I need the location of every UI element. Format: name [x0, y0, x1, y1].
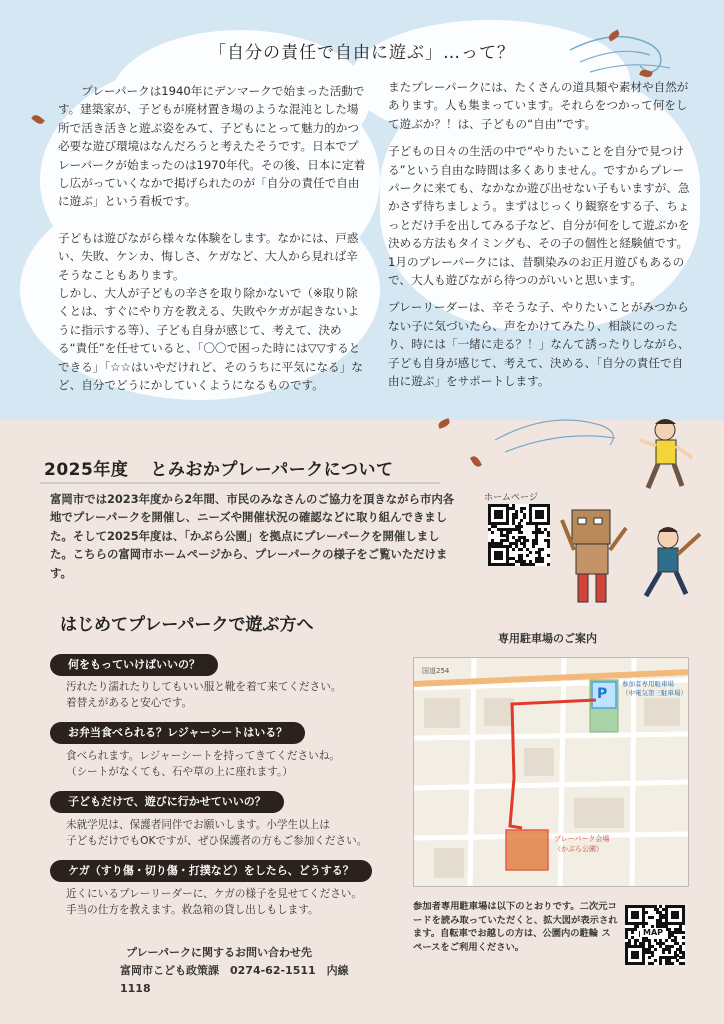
homepage-qr-label: ホームページ [484, 493, 538, 503]
contact-heading: プレーパークに関するお問い合わせ先 [126, 946, 313, 959]
qr-module [520, 525, 523, 528]
faq-answer-line: 着替えがあると安心です。 [66, 696, 193, 709]
qr-module [541, 560, 544, 563]
section1-left-column [58, 82, 366, 395]
paragraph: プレーパークは1940年にデンマークで始まった活動です。建築家が、子どもが廃材置き場のような混沌とした場所で活き活きと遊ぶ姿をみて、子どもにとって魅力的かつ必要な遊び環境はなんだろうと考えたそうです。日本でプレーパークが始まったのは1970年代。その後、日本に定着し広がっていくなかで掲げられたのが「自分の責任で自由に遊ぶ」という看板です。 [58, 84, 366, 209]
map-venue-label-text: プレーパーク会場 [554, 835, 610, 843]
spacer [58, 211, 366, 229]
map-lot-label-text: 参加者専用駐車場 [622, 680, 674, 688]
qr-module [520, 519, 523, 522]
qr-module [500, 516, 503, 519]
faq-answer [66, 749, 340, 780]
map-lot-label-sub: （中電気第三駐車場） [622, 689, 687, 697]
qr-module [654, 959, 657, 962]
faq-answer-line: 未就学児は、保護者同伴でお願いします。小学生以上は [66, 819, 330, 831]
qr-module [659, 962, 662, 965]
qr-module [532, 545, 535, 548]
qr-module [500, 557, 503, 560]
leaf-icon [470, 455, 482, 469]
qr-module [636, 916, 639, 919]
qr-module [631, 931, 634, 934]
qr-module [654, 948, 657, 951]
qr-module [515, 516, 518, 519]
divider [40, 482, 440, 484]
qr-module [506, 522, 509, 525]
qr-module [523, 507, 526, 510]
qr-module [671, 945, 674, 948]
paragraph: またプレーパークには、たくさんの道具類や素材や自然があります。人も集まっています。それらをつかって何をして遊ぶか？！は、子どもの“自由”です。 [388, 80, 689, 131]
faq-answer [66, 818, 367, 849]
qr-module [535, 542, 538, 545]
qr-module [668, 951, 671, 954]
qr-module [547, 534, 550, 537]
qr-module [682, 962, 685, 965]
qr-module [547, 522, 550, 525]
qr-module [682, 931, 685, 934]
qr-module [682, 922, 685, 925]
qr-module [547, 554, 550, 557]
qr-module [651, 916, 654, 919]
qr-module [541, 531, 544, 534]
section2-heading [44, 455, 393, 480]
qr-module [651, 954, 654, 957]
faq-answer-line: 汚れたり濡れたりしてもいい服と靴を着て来てください。 [66, 681, 342, 693]
qr-module [547, 545, 550, 548]
section1-right-column [388, 78, 690, 391]
qr-module [529, 551, 532, 554]
faq-answer [66, 887, 362, 918]
paragraph: プレーリーダーは、辛そうな子、やりたいことがみつからない子に気づいたら、声をかけてみたり、相談にのったり、時には「一緒に走る？！」なんて誘ったりしながら、子ども自身が感じて、考えて、決める、「自分の責任で自由に遊ぶ」をサポートします。 [388, 300, 690, 389]
faq-question: 子どもだけで、遊びに行かせていいの？ [50, 791, 284, 813]
contact-line: 富岡市こども政策課 0274-62-1511 内線1118 [120, 964, 349, 995]
qr-module [636, 925, 639, 928]
faq-answer-line: 子どもだけでもOKですが、ぜひ保護者の方もご参加ください。 [66, 834, 368, 847]
section2-intro: 富岡市では2023年度から2年間、市民のみなさんのご協力を頂きながら市内各地でプレーパークを開催し、ニーズや開催状況の確認などに取り組んできました。そして2025年度は、「かぶら公園」を拠点にプレーパークを開催しました。こちらの富岡市ホームページから、プレーパークの様子をご覧いただけます。 [50, 492, 455, 580]
qr-module [682, 956, 685, 959]
faq-question: 何をもっていけばいいの？ [50, 654, 218, 676]
parking-title: 専用駐車場のご案内 [498, 632, 597, 645]
paragraph: しかし、大人が子どもの辛さを取り除かないで（※取り除くとは、すぐにやり方を教える、失敗やケガが起きないように指示する等）、子ども自身が感じて、考えて、決める“責任”を任せていると、「〇〇で困った時には▽▽するとできる」「☆☆はいやだけれど、そのうちに平気になる」など、自分でどうにかしていくようになるものです。 [58, 286, 363, 393]
qr-module [682, 936, 685, 939]
qr-module [648, 956, 651, 959]
qr-module [509, 531, 512, 534]
qr-module [671, 962, 674, 965]
section-title-responsibility: 「自分の責任で自由に遊ぶ」…って？ [209, 43, 515, 63]
section3-title: はじめてプレーパークで遊ぶ方へ [60, 615, 314, 635]
qr-module [636, 956, 639, 959]
qr-module [642, 962, 645, 965]
faq-answer-line: （シートがなくても、石や草の上に座れます。） [66, 765, 293, 778]
qr-module [526, 539, 529, 542]
qr-module [634, 928, 637, 931]
faq-question: お弁当食べられる？レジャーシートはいる？ [50, 722, 305, 744]
map-road-label: 国道254 [422, 667, 450, 675]
qr-module [665, 939, 668, 942]
qr-module [523, 516, 526, 519]
qr-module [662, 951, 665, 954]
qr-module [682, 942, 685, 945]
faq-question: ケガ（すり傷・切り傷・打撲など）をしたら、どうする？ [50, 860, 372, 882]
section2-year: 2025年度 [44, 460, 129, 480]
section2-title: とみおかプレーパークについて [150, 460, 394, 480]
qr-module [520, 548, 523, 551]
faq-answer-line: 食べられます。レジャーシートを持ってきてくださいね。 [66, 750, 340, 762]
faq-answer [66, 680, 341, 711]
map-venue-label [554, 834, 609, 854]
qr-module [526, 554, 529, 557]
map-qr-label: MAP [640, 928, 666, 937]
qr-module [645, 922, 648, 925]
qr-module [645, 911, 648, 914]
paragraph: 子どもの日々の生活の中で“やりたいことを自分で見つける”という自由な時間は多くありません。ですからプレーパークに来ても、なかなか遊び出せない子もいますが、急かさず待ちましょう。まずはじっくり観察をする子、ちょっとだけ手を出してみる子など、自分が何をして遊ぶかを決める方法もタイミングも、その子の個性と経験値です。1月のプレーパークには、昔馴染みのお正月遊びもあるので、大人も遊びながら待つのがいいと思います。 [388, 144, 690, 288]
children-playing-illustration [560, 410, 710, 620]
qr-module [512, 563, 515, 566]
paragraph: 子どもは遊びながら様々な体験をします。なかには、戸惑い、失敗、ケンカ、悔しさ、ケガなど、大人から見れば辛そうなこともあります。 [58, 230, 359, 282]
homepage-qr-code[interactable] [488, 504, 550, 566]
qr-module [491, 531, 494, 534]
qr-module [651, 962, 654, 965]
map-parking-p-icon: P [597, 686, 608, 702]
qr-module [547, 563, 550, 566]
contact-info [120, 944, 370, 998]
qr-module [520, 531, 523, 534]
qr-module [676, 916, 679, 919]
qr-module [541, 516, 544, 519]
map-venue-label-sub: （かぶら公園） [554, 845, 603, 853]
parking-note: 参加者専用駐車場は以下のとおりです。二次元コードを読み取っていただくと、拡大図が表示されます。自転車でお越しの方は、公園内の駐輪 スペースをご利用ください。 [413, 901, 618, 953]
faq-answer-line: 手当の仕方を教えます。救急箱の貸し出しもします。 [66, 903, 319, 916]
qr-module [532, 563, 535, 566]
faq-answer-line: 近くにいるプレーリーダーに、ケガの様子を見せてください。 [66, 888, 362, 900]
qr-module [512, 548, 515, 551]
parking-map[interactable] [413, 657, 689, 887]
qr-module [541, 548, 544, 551]
map-lot-label [622, 680, 687, 698]
